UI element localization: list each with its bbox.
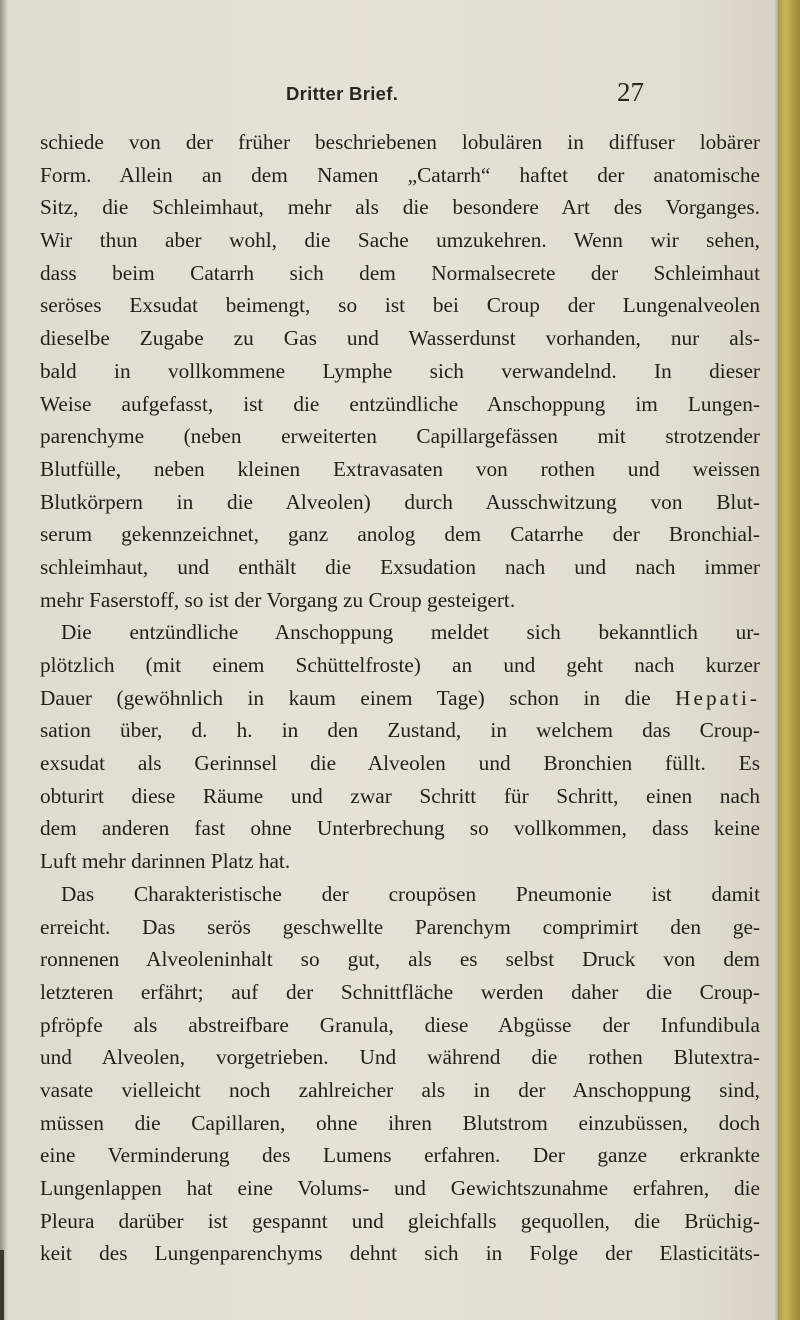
text-line <box>40 682 760 715</box>
text-line: schiede von der früher beschriebenen lobulären in diffuser lobärer <box>40 130 760 154</box>
text-line: parenchyme (neben erweiterten Capillargefässen mit strotzender <box>40 424 760 449</box>
text-line: schleimhaut, und enthält die Exsudation nach und nach immer <box>40 554 760 579</box>
text-line: ronnenen Alveoleninhalt so gut, als es selbst Druck von dem <box>40 947 760 972</box>
text-line: erreicht. Das serös geschwellte Parenchym comprimirt den ge- <box>40 914 760 939</box>
text-line: keit des Lungenparenchyms dehnt sich in Folge der Elasticitäts- <box>40 1241 760 1266</box>
text-line: Weise aufgefasst, ist die entzündliche Anschoppung im Lungen- <box>40 391 760 416</box>
text-line: serum gekennzeichnet, ganz anolog dem Catarrhe der Bronchial- <box>40 522 760 547</box>
text-line: plötzlich (mit einem Schüttelfroste) an und geht nach kurzer <box>40 653 760 677</box>
text-line: seröses Exsudat beimengt, so ist bei Croup der Lungenalveolen <box>40 293 760 318</box>
text-line: obturirt diese Räume und zwar Schritt für Schritt, einen nach <box>40 783 760 808</box>
paragraph-start-line: Die entzündliche Anschoppung meldet sich bekanntlich ur- <box>61 620 760 645</box>
body-text <box>40 126 760 1270</box>
text-line: letzteren erfährt; auf der Schnittfläche werden daher die Croup- <box>40 979 760 1004</box>
binding-mark <box>0 1250 4 1320</box>
text-line: exsudat als Gerinnsel die Alveolen und Bronchien füllt. Es <box>40 751 760 776</box>
running-title: Dritter Brief. <box>286 83 399 104</box>
gutter-shadow <box>0 0 8 1320</box>
text-line: eine Verminderung des Lumens erfahren. Der ganze erkrankte <box>40 1143 760 1168</box>
text-line: Form. Allein an dem Namen „Catarrh“ haftet der anatomische <box>40 162 760 187</box>
text-line: Blutkörpern in die Alveolen) durch Ausschwitzung von Blut- <box>40 489 760 514</box>
text-line: und Alveolen, vorgetrieben. Und während die rothen Blutextra- <box>40 1045 760 1070</box>
text-line-segment: Dauer (gewöhnlich in kaum einem Tage) schon in die <box>40 685 651 710</box>
text-line: dass beim Catarrh sich dem Normalsecrete der Schleimhaut <box>40 260 760 285</box>
text-line: Luft mehr darinnen Platz hat. <box>40 849 291 874</box>
text-line: mehr Faserstoff, so ist der Vorgang zu Croup gesteigert. <box>40 587 516 612</box>
text-line: Pleura darüber ist gespannt und gleichfalls gequollen, die Brüchig- <box>40 1208 760 1233</box>
book-spine-edge <box>778 0 800 1320</box>
text-line: müssen die Capillaren, ohne ihren Blutstrom einzubüssen, doch <box>40 1110 760 1135</box>
page-number: 27 <box>617 77 644 107</box>
text-line: vasate vielleicht noch zahlreicher als in der Anschoppung sind, <box>40 1077 760 1102</box>
text-line: Blutfülle, neben kleinen Extravasaten von rothen und weissen <box>40 456 760 481</box>
page-header <box>0 77 800 113</box>
text-line: Wir thun aber wohl, die Sache umzukehren. Wenn wir sehen, <box>40 228 760 253</box>
text-line: bald in vollkommene Lymphe sich verwandelnd. In dieser <box>40 358 760 383</box>
text-line: dieselbe Zugabe zu Gas und Wasserdunst vorhanden, nur als- <box>40 326 760 351</box>
text-line: sation über, d. h. in den Zustand, in welchem das Croup- <box>40 718 760 743</box>
text-line: Sitz, die Schleimhaut, mehr als die besondere Art des Vorganges. <box>40 195 760 220</box>
text-line: Lungenlappen hat eine Volums- und Gewichtszunahme erfahren, die <box>40 1176 760 1200</box>
text-line: pfröpfe als abstreifbare Granula, diese Abgüsse der Infundibula <box>40 1012 760 1037</box>
spaced-term: Hepati- <box>675 685 761 710</box>
text-line: dem anderen fast ohne Unterbrechung so vollkommen, dass keine <box>40 816 760 841</box>
paragraph-start-line: Das Charakteristische der croupösen Pneumonie ist damit <box>61 881 760 906</box>
